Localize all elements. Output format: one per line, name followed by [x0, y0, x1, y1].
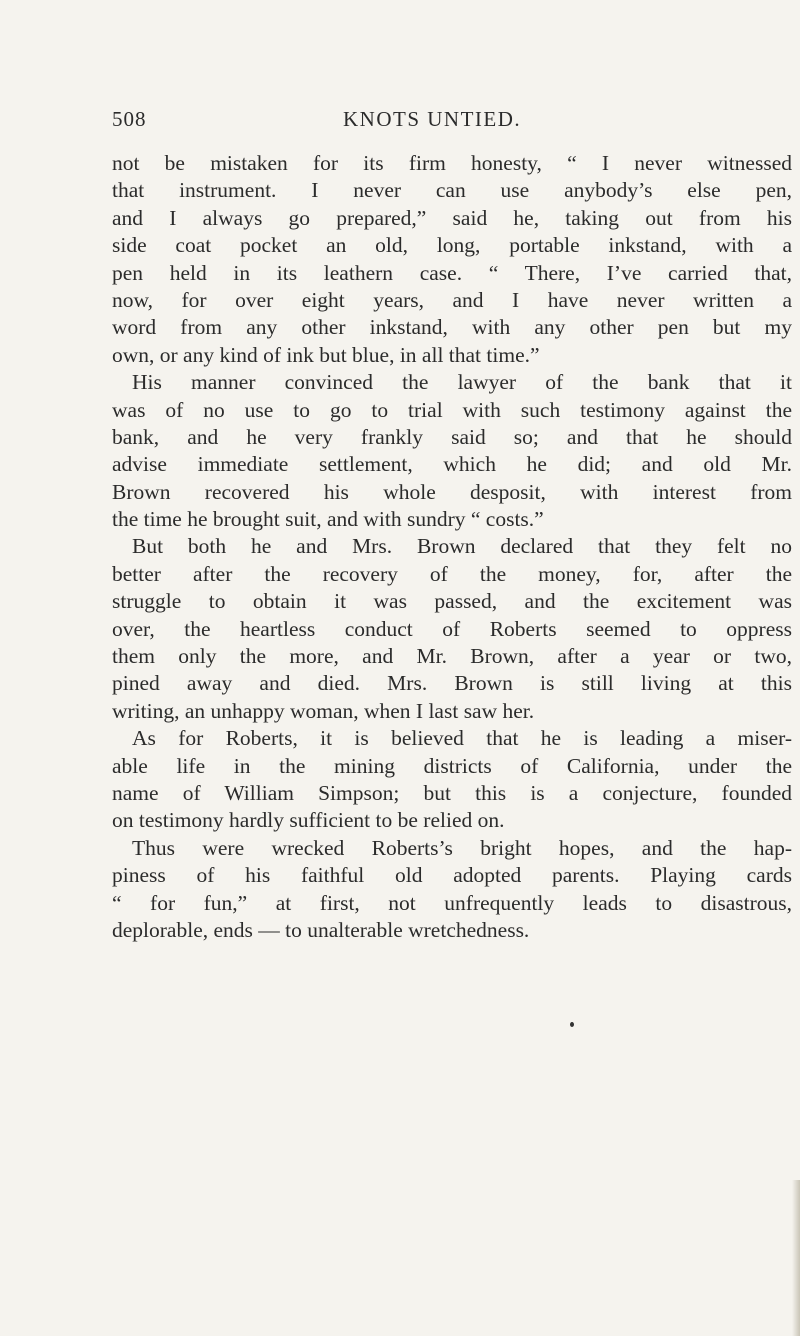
running-title: KNOTS UNTIED.	[343, 107, 522, 131]
text-line: word from any other inkstand, with any other pen but my	[112, 315, 792, 340]
text-line: pen held in its leathern case. “ There, I’ve carried that,	[112, 260, 792, 285]
page-edge-shadow	[792, 1180, 800, 1336]
text-line: better after the recovery of the money, for, after the	[112, 561, 792, 586]
text-line: Brown recovered his whole desposit, with interest from	[112, 479, 792, 504]
text-line: deplorable, ends — to unalterable wretchedness.	[112, 917, 530, 942]
running-head	[112, 105, 792, 139]
text-line: side coat pocket an old, long, portable inkstand, with a	[112, 233, 792, 258]
text-line: them only the more, and Mr. Brown, after a year or two,	[112, 644, 792, 669]
text-line: able life in the mining districts of California, under the	[112, 753, 792, 778]
text-line: But both he and Mrs. Brown declared that they felt no	[132, 534, 792, 559]
text-line: own, or any kind of ink but blue, in all that time.”	[112, 342, 540, 367]
text-line: writing, an unhappy woman, when I last saw her.	[112, 698, 535, 723]
text-line: over, the heartless conduct of Roberts seemed to oppress	[112, 616, 792, 641]
text-line: advise immediate settlement, which he did; and old Mr.	[112, 452, 792, 477]
text-line: and I always go prepared,” said he, taking out from his	[112, 205, 792, 230]
ink-speck	[570, 1022, 574, 1027]
text-line: bank, and he very frankly said so; and that he should	[112, 424, 792, 449]
text-line: that instrument. I never can use anybody’s else pen,	[112, 178, 792, 203]
text-line: now, for over eight years, and I have never written a	[112, 287, 792, 312]
text-line: pined away and died. Mrs. Brown is still living at this	[112, 671, 792, 696]
text-line: “ for fun,” at first, not unfrequently leads to disastrous,	[112, 890, 792, 915]
text-line: on testimony hardly sufficient to be relied on.	[112, 808, 505, 833]
text-line: struggle to obtain it was passed, and the excitement was	[112, 589, 792, 614]
text-line: Thus were wrecked Roberts’s bright hopes, and the hap-	[132, 835, 792, 860]
text-line: His manner convinced the lawyer of the bank that it	[132, 370, 792, 395]
text-line: piness of his faithful old adopted parents. Playing cards	[112, 863, 792, 888]
text-line: As for Roberts, it is believed that he is leading a miser-	[132, 726, 792, 751]
text-line: the time he brought suit, and with sundry “ costs.”	[112, 507, 544, 532]
page-number: 508	[112, 107, 147, 131]
text-line: was of no use to go to trial with such testimony against the	[112, 397, 792, 422]
body-text	[112, 150, 792, 944]
text-line: not be mistaken for its firm honesty, “ I never witnessed	[112, 151, 792, 175]
text-line: name of William Simpson; but this is a conjecture, founded	[112, 780, 792, 805]
